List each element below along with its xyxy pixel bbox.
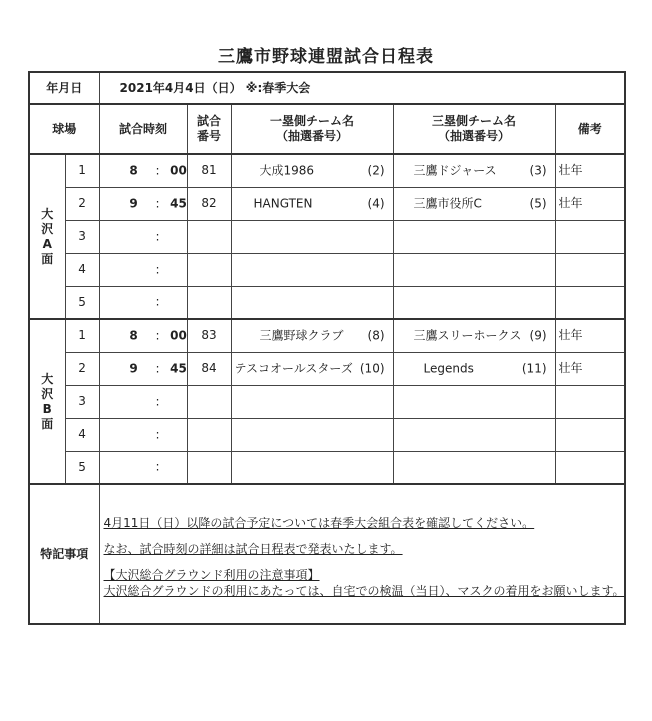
third-team-lot: (9) — [529, 328, 547, 343]
schedule-table — [28, 71, 626, 625]
schedule-row — [29, 154, 625, 187]
venue-name-char: 面 — [41, 416, 54, 431]
first-base-team — [231, 220, 393, 253]
header-row — [29, 104, 625, 154]
slot-number: 1 — [65, 154, 99, 187]
row-note: 壮年 — [555, 352, 625, 385]
header-note: 備考 — [555, 104, 625, 154]
venue-name-char: 面 — [41, 251, 54, 266]
first-base-team — [231, 352, 393, 385]
game-number — [187, 286, 231, 319]
remarks-line-3: 【大沢総合グラウンド利用の注意事項】 — [103, 567, 320, 582]
row-note — [555, 385, 625, 418]
third-base-team — [393, 319, 555, 352]
third-team-lot: (3) — [529, 163, 547, 178]
first-team-lot: (10) — [359, 361, 385, 375]
time-separator: : — [155, 459, 160, 474]
first-base-team — [231, 154, 393, 187]
game-number: 82 — [187, 187, 231, 220]
time-separator: : — [155, 163, 160, 178]
game-hour: 9 — [129, 196, 138, 210]
third-base-team — [393, 187, 555, 220]
game-time — [99, 418, 187, 451]
game-hour: 8 — [129, 163, 138, 178]
third-team-name: 三鷹ドジャース — [413, 163, 497, 178]
first-base-team — [231, 418, 393, 451]
first-base-team — [231, 187, 393, 220]
first-team-name: HANGTEN — [253, 196, 313, 210]
time-separator: : — [155, 394, 160, 408]
game-number — [187, 385, 231, 418]
time-separator: : — [155, 361, 160, 375]
slot-number: 3 — [65, 220, 99, 253]
time-separator: : — [155, 262, 160, 276]
game-time — [99, 319, 187, 352]
game-time — [99, 187, 187, 220]
date-value: 2021年4月4日（日） ※:春季大会 — [99, 72, 625, 104]
header-game-no-1: 試合 — [197, 114, 222, 128]
time-separator: : — [155, 196, 160, 210]
header-first-base — [231, 104, 393, 154]
first-team-name: 三鷹野球クラブ — [259, 328, 344, 343]
first-base-team — [231, 451, 393, 484]
game-minute: 00 — [170, 163, 187, 178]
first-base-team — [231, 319, 393, 352]
game-number: 84 — [187, 352, 231, 385]
third-team-lot: (5) — [529, 196, 547, 210]
third-base-team — [393, 154, 555, 187]
page-title: 三鷹市野球連盟試合日程表 — [218, 47, 434, 67]
header-first-2: （抽選番号） — [276, 129, 349, 143]
date-label: 年月日 — [29, 72, 99, 104]
row-note: 壮年 — [555, 319, 625, 352]
first-base-team — [231, 286, 393, 319]
third-base-team — [393, 418, 555, 451]
row-note — [555, 220, 625, 253]
third-base-team — [393, 220, 555, 253]
game-time — [99, 286, 187, 319]
game-number: 81 — [187, 154, 231, 187]
game-number — [187, 220, 231, 253]
game-hour: 9 — [129, 361, 138, 375]
schedule-row — [29, 286, 625, 319]
time-separator: : — [155, 427, 160, 441]
game-minute: 45 — [170, 361, 187, 375]
header-first-1: 一塁側チーム名 — [270, 114, 355, 128]
row-note — [555, 451, 625, 484]
first-team-lot: (8) — [367, 328, 385, 343]
game-minute: 45 — [170, 196, 187, 210]
game-number — [187, 253, 231, 286]
first-team-name: 大成1986 — [259, 163, 315, 178]
game-number — [187, 451, 231, 484]
slot-number: 4 — [65, 418, 99, 451]
slot-number: 2 — [65, 187, 99, 220]
game-time — [99, 451, 187, 484]
game-minute: 00 — [170, 328, 187, 343]
remarks-row — [29, 484, 625, 624]
remarks-content — [99, 484, 625, 624]
third-team-lot: (11) — [521, 361, 547, 375]
game-time — [99, 352, 187, 385]
game-time — [99, 253, 187, 286]
venue-name — [29, 154, 65, 319]
header-third-1: 三塁側チーム名 — [432, 114, 517, 128]
game-hour: 8 — [129, 328, 138, 343]
header-time: 試合時刻 — [99, 104, 187, 154]
header-third-base — [393, 104, 555, 154]
first-team-lot: (4) — [367, 196, 385, 210]
third-team-name: 三鷹スリーホークス — [413, 328, 522, 343]
third-base-team — [393, 385, 555, 418]
date-row — [29, 72, 625, 104]
row-note: 壮年 — [555, 187, 625, 220]
game-time — [99, 220, 187, 253]
slot-number: 2 — [65, 352, 99, 385]
venue-name-char: B — [42, 401, 52, 416]
venue-name-char: 沢 — [41, 221, 54, 236]
third-base-team — [393, 253, 555, 286]
third-base-team — [393, 286, 555, 319]
slot-number: 5 — [65, 286, 99, 319]
remarks-line-4: 大沢総合グラウンドの利用にあたっては、自宅での検温（当日）、マスクの着用をお願いします。 — [103, 584, 625, 599]
row-note — [555, 286, 625, 319]
row-note: 壮年 — [555, 154, 625, 187]
venue-name-char: A — [42, 236, 52, 251]
schedule-row — [29, 385, 625, 418]
game-number: 83 — [187, 319, 231, 352]
schedule-row — [29, 319, 625, 352]
slot-number: 1 — [65, 319, 99, 352]
slot-number: 5 — [65, 451, 99, 484]
row-note — [555, 253, 625, 286]
game-time — [99, 154, 187, 187]
remarks-label: 特記事項 — [29, 484, 99, 624]
third-team-name: Legends — [423, 361, 474, 375]
slot-number: 3 — [65, 385, 99, 418]
remarks-line-2: なお、試合時刻の詳細は試合日程表で発表いたします。 — [103, 541, 403, 556]
first-base-team — [231, 385, 393, 418]
schedule-row — [29, 253, 625, 286]
first-team-lot: (2) — [367, 163, 385, 178]
time-separator: : — [155, 294, 160, 309]
schedule-row — [29, 418, 625, 451]
schedule-row — [29, 451, 625, 484]
slot-number: 4 — [65, 253, 99, 286]
first-team-name: テスコオールスターズ — [234, 361, 353, 375]
venue-name — [29, 319, 65, 484]
schedule-row — [29, 187, 625, 220]
venue-name-char: 大 — [41, 206, 54, 221]
schedule-row — [29, 352, 625, 385]
time-separator: : — [155, 229, 160, 243]
time-separator: : — [155, 328, 160, 343]
schedule-row — [29, 220, 625, 253]
remarks-line-1: 4月11日（日）以降の試合予定については春季大会組合表を確認してください。 — [103, 516, 535, 530]
header-venue: 球場 — [29, 104, 99, 154]
game-number — [187, 418, 231, 451]
header-third-2: （抽選番号） — [438, 129, 511, 143]
venue-name-char: 沢 — [41, 386, 54, 401]
third-base-team — [393, 451, 555, 484]
third-team-name: 三鷹市役所C — [413, 196, 482, 210]
header-game-no — [187, 104, 231, 154]
game-time — [99, 385, 187, 418]
third-base-team — [393, 352, 555, 385]
first-base-team — [231, 253, 393, 286]
header-game-no-2: 番号 — [197, 129, 222, 143]
row-note — [555, 418, 625, 451]
venue-name-char: 大 — [41, 371, 54, 386]
